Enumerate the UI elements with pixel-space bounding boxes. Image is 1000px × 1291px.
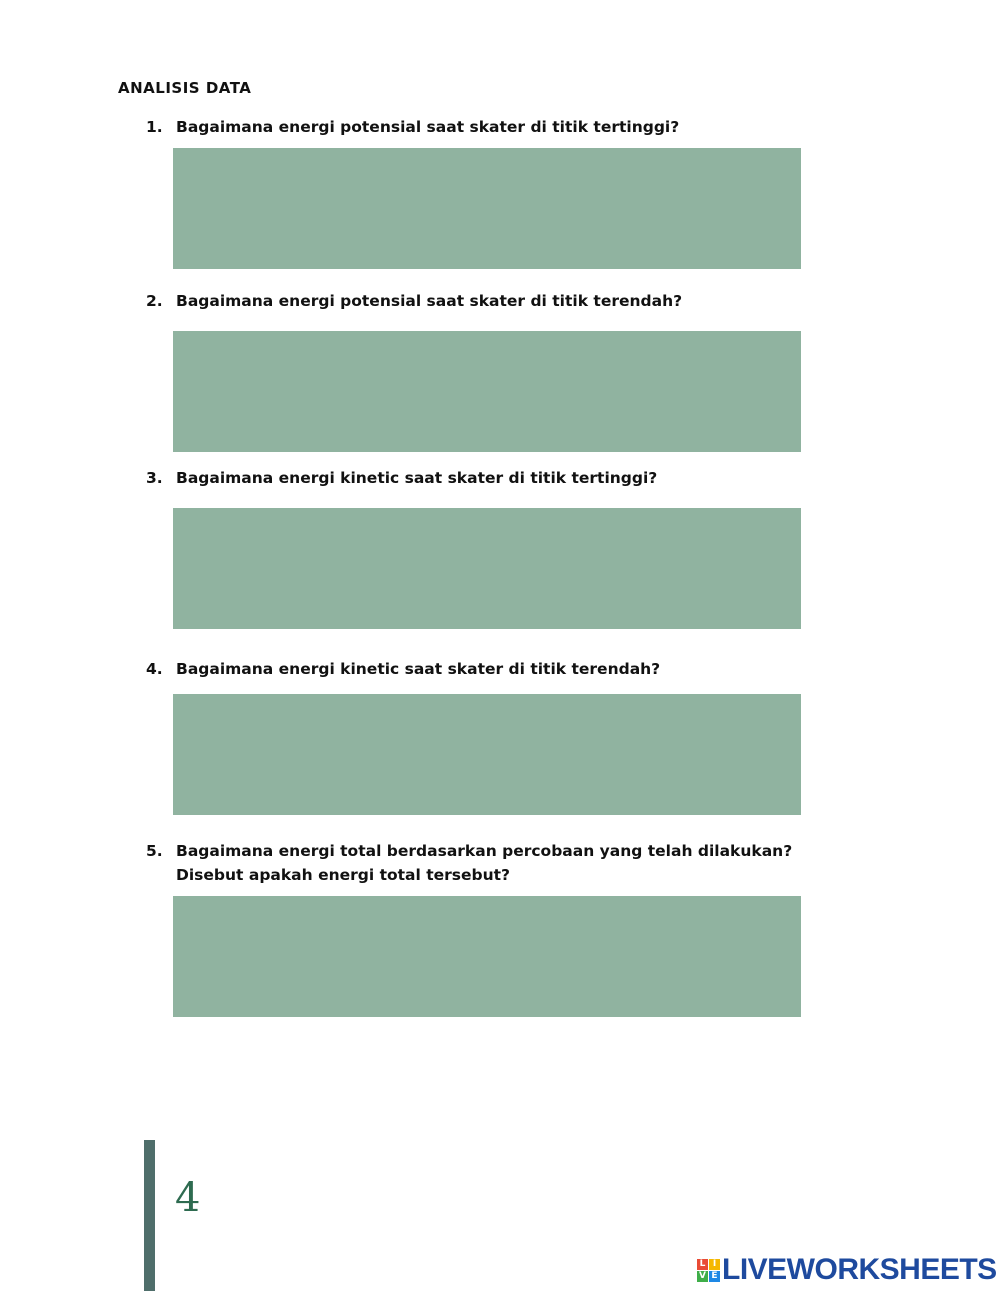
question-number: 4. <box>146 660 163 678</box>
question-number: 2. <box>146 292 163 310</box>
footer-accent-bar <box>144 1140 155 1291</box>
question-3 <box>146 466 846 490</box>
logo-letter-l: L <box>697 1259 708 1270</box>
question-text: Bagaimana energi potensial saat skater di titik terendah? <box>176 292 683 310</box>
question-number: 1. <box>146 118 163 136</box>
question-number: 5. <box>146 842 163 860</box>
logo-text: LIVEWORKSHEETS <box>722 1253 997 1286</box>
logo-letter-v: V <box>697 1271 708 1282</box>
question-text: Bagaimana energi kinetic saat skater di titik tertinggi? <box>176 469 658 487</box>
answer-box-1[interactable] <box>173 148 801 269</box>
answer-box-4[interactable] <box>173 694 801 815</box>
logo-letter-e: E <box>709 1271 720 1282</box>
logo-letter-i: I <box>709 1259 720 1270</box>
section-title: ANALISIS DATA <box>118 79 252 97</box>
question-4 <box>146 657 846 681</box>
answer-box-2[interactable] <box>173 331 801 452</box>
question-2 <box>146 289 846 313</box>
live-logo-icon <box>697 1259 720 1282</box>
question-text: Bagaimana energi potensial saat skater di titik tertinggi? <box>176 118 680 136</box>
question-text: Bagaimana energi kinetic saat skater di titik terendah? <box>176 660 661 678</box>
question-5 <box>146 839 846 887</box>
page-number: 4 <box>175 1175 201 1221</box>
answer-box-5[interactable] <box>173 896 801 1017</box>
question-1 <box>146 115 846 139</box>
liveworksheets-logo[interactable] <box>697 1254 997 1286</box>
question-text: Bagaimana energi total berdasarkan percobaan yang telah dilakukan?Disebut apakah energi total tersebut? <box>176 842 793 884</box>
question-number: 3. <box>146 469 163 487</box>
answer-box-3[interactable] <box>173 508 801 629</box>
